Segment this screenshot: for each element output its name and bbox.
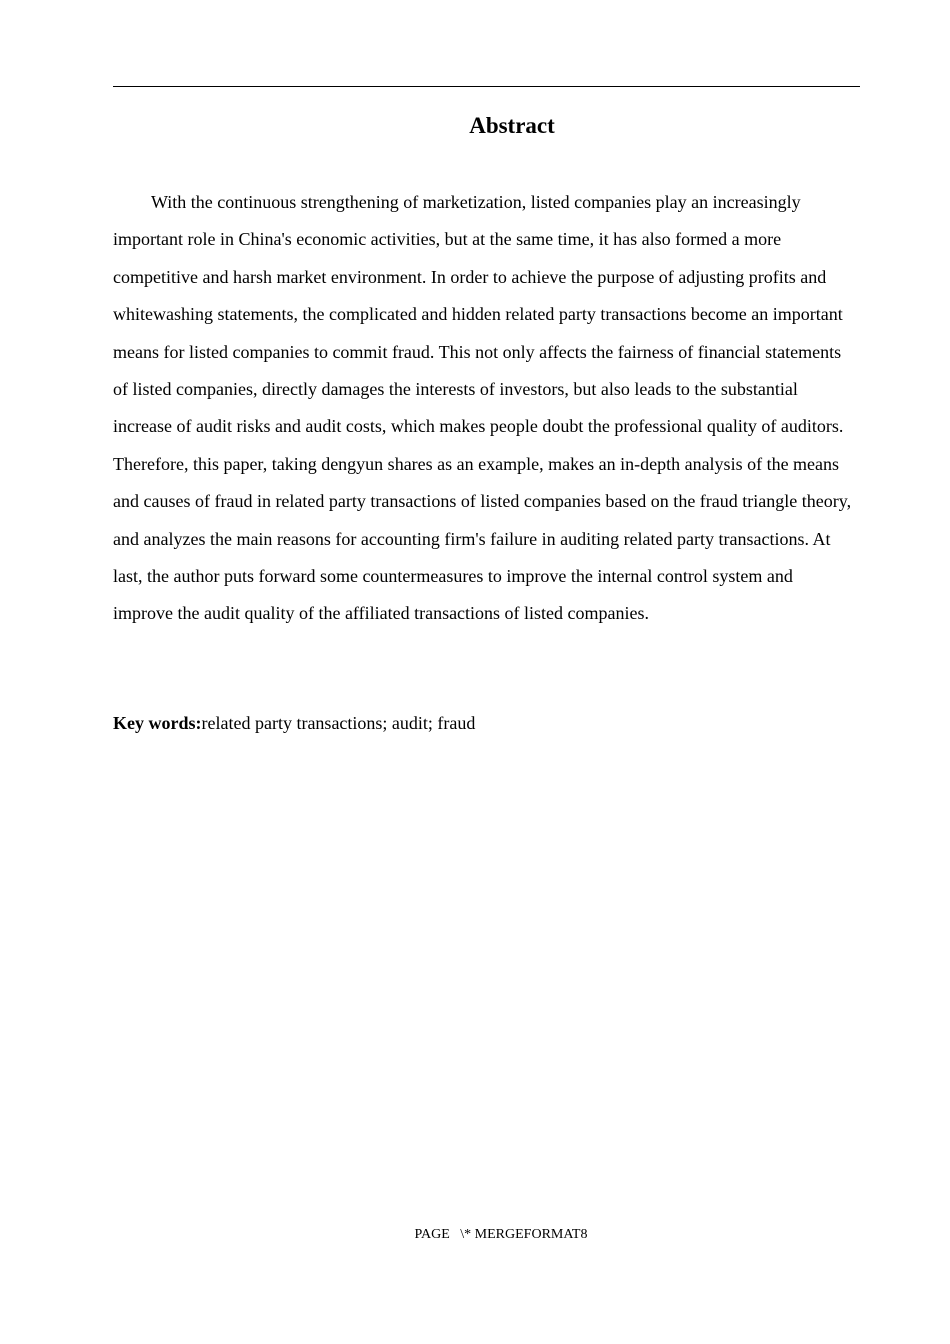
- keywords-label: Key words:: [113, 713, 202, 733]
- keywords-value: related party transactions; audit; fraud: [201, 713, 476, 733]
- abstract-title: Abstract: [469, 113, 555, 138]
- keywords-line: [113, 708, 853, 738]
- header-rule: [113, 86, 860, 87]
- abstract-body: With the continuous strengthening of marketization, listed companies play an increasingly important role in China's economic activities, but at the same time, it has also formed a more competitive and harsh market environment. In order to achieve the purpose of adjusting profits and whitewashing statements, the complicated and hidden related party transactions become an important means for listed companies to commit fraud. This not only affects the fairness of financial statements of listed companies, directly damages the interests of investors, but also leads to the substantial increase of audit risks and audit costs, which makes people doubt the professional quality of auditors. Therefore, this paper, taking dengyun shares as an example, makes an in-depth analysis of the means and causes of fraud in related party transactions of listed companies based on the fraud triangle theory, and analyzes the main reasons for accounting firm's failure in auditing related party transactions. At last, the author puts forward some countermeasures to improve the internal control system and improve the audit quality of the affiliated transactions of listed companies.: [113, 192, 852, 624]
- page-number-field: PAGE \* MERGEFORMAT8: [414, 1227, 588, 1242]
